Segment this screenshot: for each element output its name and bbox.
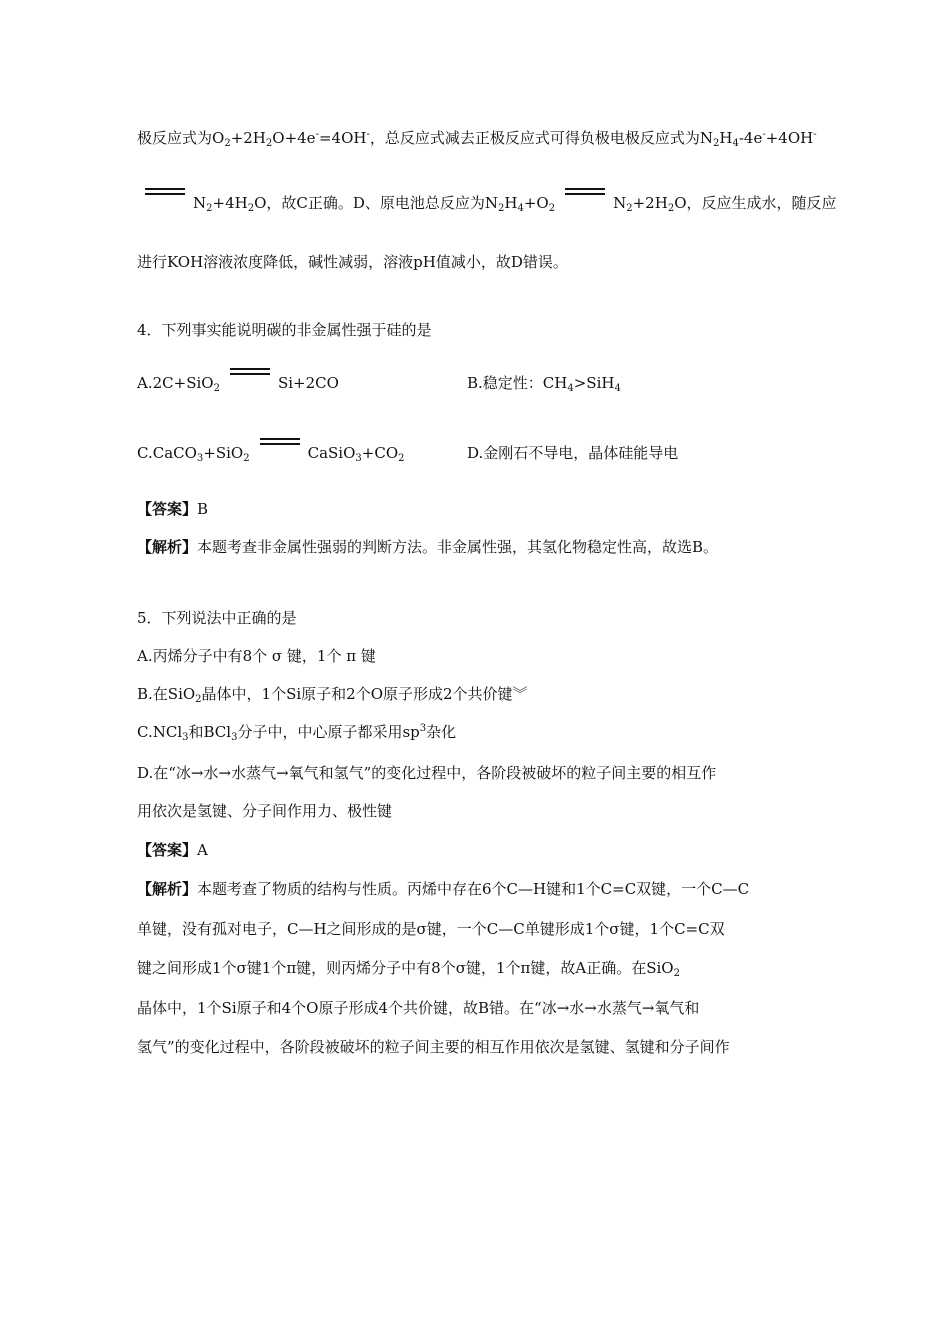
text-line: 极反应式为$O_2+2H_2O+4e^-=4OH^-$，总反应式减去正极反应式可得负极电极反应式为$N_2H_4-4e^-+4OH^-$ — [137, 129, 817, 149]
explanation-line: 氢气”的变化过程中，各阶段被破坏的粒子间主要的相互作用依次是氢键、氢键和分子间作 — [137, 1038, 730, 1056]
equals-double-line — [260, 444, 300, 464]
text-line: 进行KOH溶液浓度降低，碱性减弱，溶液pH值减小，故D错误。 — [137, 253, 568, 271]
text-line: $N_2+4H_2O$，故C正确。D、原电池总反应为$N_2H_4+O_2$ $N_2+2H_2O$，反应生成水，随反应 — [137, 193, 837, 214]
option-c: C.CaCO$_3$+SiO$_2$ $CaSiO_3+CO_2$ — [137, 444, 405, 464]
explanation-line: 【解析】本题考查了物质的结构与性质。丙烯中存在6个C—H键和1个C=C双键，一个C—C — [137, 880, 750, 898]
option-b: B.在SiO$_2$晶体中，1个Si原子和2个O原子形成2个共价键︾ — [137, 685, 528, 705]
option-a: A.2C+SiO$_2$ Si+2CO — [137, 374, 339, 394]
answer-line: 【答案】A — [137, 841, 208, 859]
question-4-stem: 4．下列事实能说明碳的非金属性强于硅的是 — [137, 321, 432, 339]
explanation-line: 【解析】本题考查非金属性强弱的判断方法。非金属性强，其氢化物稳定性高，故选B。 — [137, 538, 719, 556]
question-5-stem: 5．下列说法中正确的是 — [137, 609, 297, 627]
option-d: D.金刚石不导电，晶体硅能导电 — [467, 444, 679, 462]
explanation-line: 晶体中，1个Si原子和4个O原子形成4个共价键，故B错。在“冰→水→水蒸气→氧气和 — [137, 999, 700, 1017]
answer-line: 【答案】B — [137, 500, 209, 518]
explanation-line: 单键，没有孤对电子，C—H之间形成的是σ键，一个C—C单键形成1个σ键，1个C=C双 — [137, 920, 725, 938]
equals-double-line — [230, 374, 270, 394]
option-a: A.丙烯分子中有8个 σ 键，1个 π 键 — [137, 647, 376, 665]
option-d-continued: 用依次是氢键、分子间作用力、极性键 — [137, 802, 393, 820]
equals-double-line — [145, 194, 185, 214]
equals-double-line — [565, 194, 605, 214]
option-d: D.在“冰→水→水蒸气→氧气和氢气”的变化过程中，各阶段被破坏的粒子间主要的相互作 — [137, 764, 717, 782]
option-c: C.NCl$_3$和BCl$_3$分子中，中心原子都采用$sp^3$杂化 — [137, 723, 457, 743]
option-b: B.稳定性：$CH_4>SiH_4$ — [467, 374, 621, 394]
explanation-line: 键之间形成1个σ键1个π键，则丙烯分子中有8个σ键，1个π键，故A正确。在SiO$_2$ — [137, 959, 680, 979]
